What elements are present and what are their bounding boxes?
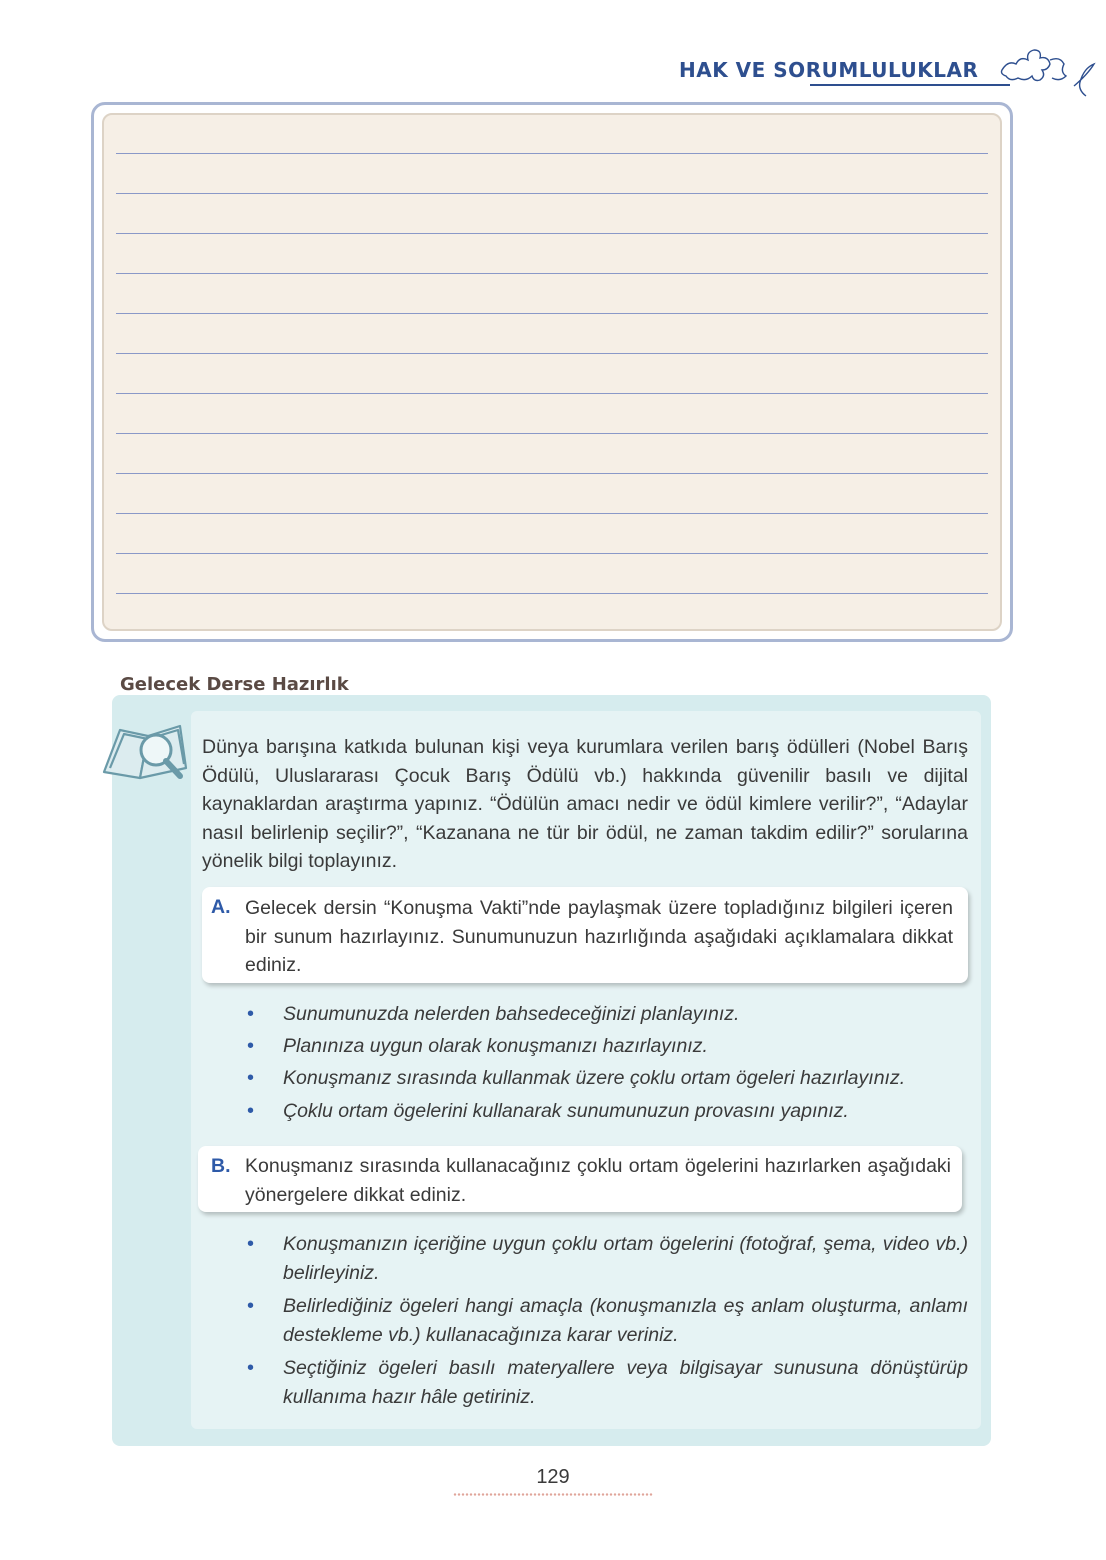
bullet-icon: • (247, 1099, 255, 1122)
list-item: • Planınıza uygun olarak konuşmanızı hazırlayınız. (247, 1032, 967, 1061)
list-item: • Konuşmanız sırasında kullanmak üzere çoklu ortam ögeleri hazırlayınız. (247, 1064, 967, 1093)
list-item: • Sunumunuzda nelerden bahsedeceğinizi planlayınız. (247, 1000, 967, 1029)
unit-title-underline (810, 84, 1010, 86)
bullet-icon: • (247, 1035, 255, 1058)
bullet-icon: • (247, 1357, 255, 1380)
section-title: Gelecek Derse Hazırlık (120, 674, 349, 695)
book-magnifier-icon (100, 708, 196, 782)
task-b-bullets (247, 1230, 968, 1412)
writing-line (116, 153, 988, 154)
task-a-bullets (247, 1000, 967, 1125)
page-number: 129 (536, 1466, 570, 1488)
intro-paragraph: Dünya barışına katkıda bulunan kişi veya kurumlara verilen barış ödülleri (Nobel Barış Ödülü, Uluslararası Çocuk Barış Ödülü vb.) hakkında güvenilir basılı ve dijital kaynaklardan araştırma yapınız. “Ödülün amacı nedir ve ödül kimlere verilir?”, “Adaylar nasıl belirlenip seçilir?”, “Kazanana ne tür bir ödül, ne zaman takdim edilir?” sorularına yönelik bilgi toplayınız. (202, 736, 968, 873)
writing-line (116, 473, 988, 474)
puzzle-icon (990, 40, 1096, 102)
writing-line (116, 393, 988, 394)
writing-line (116, 273, 988, 274)
list-item: • Belirlediğiniz ögeleri hangi amaçla (konuşmanızla eş anlam oluşturma, anlamı destekleme vb.) kullanacağınıza karar veriniz. (247, 1292, 968, 1349)
writing-line (116, 313, 988, 314)
task-b-text: Konuşmanız sırasında kullanacağınız çoklu ortam ögelerini hazırlarken aşağıdaki yönergelere dikkat ediniz. (245, 1155, 951, 1206)
writing-line (116, 353, 988, 354)
page-number-decoration (453, 1492, 653, 1497)
list-item: • Çoklu ortam ögelerini kullanarak sunumunuzun provasını yapınız. (247, 1097, 967, 1126)
bullet-icon: • (247, 1003, 255, 1025)
task-a-text: Gelecek dersin “Konuşma Vakti”nde paylaşmak üzere topladığınız bilgileri içeren bir sunum hazırlayınız. Sunumunuzun hazırlığında aşağıdaki açıklamalara dikkat ediniz. (245, 897, 953, 977)
writing-line (116, 553, 988, 554)
unit-title: HAK VE SORUMLULUKLAR (679, 58, 979, 82)
writing-area[interactable] (102, 113, 1002, 631)
writing-line (116, 233, 988, 234)
list-item: • Konuşmanızın içeriğine uygun çoklu ortam ögelerini (fotoğraf, şema, video vb.) belirleyiniz. (247, 1230, 968, 1287)
writing-line (116, 193, 988, 194)
writing-line (116, 593, 988, 594)
task-b-letter: B. (211, 1155, 231, 1177)
writing-line (116, 433, 988, 434)
task-a-letter: A. (211, 896, 231, 918)
writing-line (116, 513, 988, 514)
bullet-icon: • (247, 1067, 255, 1090)
bullet-icon: • (247, 1233, 255, 1255)
writing-box (91, 102, 1013, 642)
bullet-icon: • (247, 1295, 255, 1318)
list-item: • Seçtiğiniz ögeleri basılı materyallere veya bilgisayar sunusuna dönüştürüp kullanıma hazır hâle getiriniz. (247, 1354, 968, 1411)
